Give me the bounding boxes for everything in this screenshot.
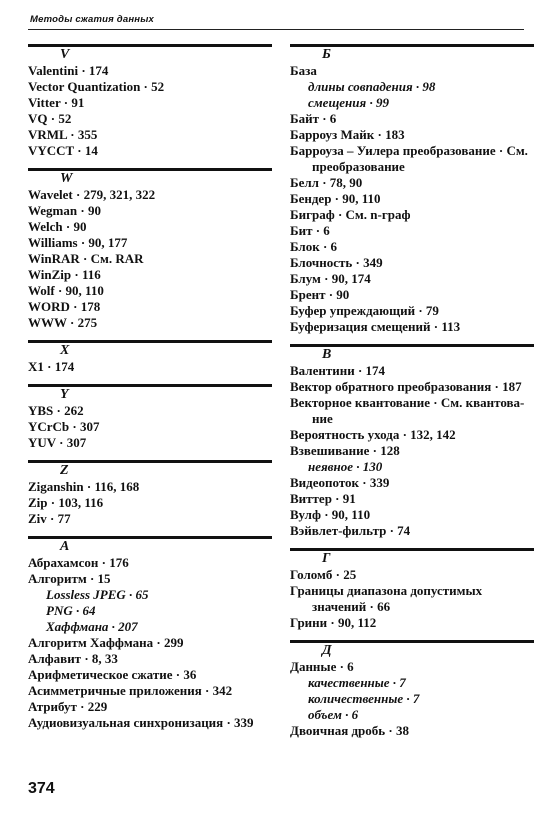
index-entry: Виттер · 91: [290, 491, 356, 506]
index-subentry: смещения · 99: [308, 95, 389, 110]
index-entry-list: [28, 359, 272, 375]
index-entry: Wolf · 90, 110: [28, 283, 104, 298]
index-entry-continuation: значений · 66: [312, 599, 391, 614]
header-rule: [28, 29, 524, 30]
index-entry: WORD · 178: [28, 299, 101, 314]
index-entry-list: [28, 187, 272, 331]
index-entry: WinRAR · См. RAR: [28, 251, 144, 266]
index-section: [290, 344, 534, 539]
index-entry: Вэйвлет-фильтр · 74: [290, 523, 411, 538]
index-section: [28, 168, 272, 331]
index-entry: Valentini · 174: [28, 63, 109, 78]
index-entry: Вулф · 90, 110: [290, 507, 371, 522]
index-entry: Вероятность ухода · 132, 142: [290, 427, 456, 442]
index-entry-list: [28, 555, 272, 731]
section-letter: Д: [322, 643, 332, 658]
index-entry-list: [290, 567, 534, 631]
index-entry: Данные · 6: [290, 659, 354, 674]
index-column-right: [290, 44, 534, 748]
index-entry: YCrCb · 307: [28, 419, 100, 434]
section-letter: Y: [60, 387, 69, 402]
index-section: [290, 44, 534, 335]
index-entry: Биграф · См. n-граф: [290, 207, 411, 222]
index-section: [28, 536, 272, 731]
index-entry: Асимметричные приложения · 342: [28, 683, 233, 698]
index-entry: WinZip · 116: [28, 267, 101, 282]
index-entry: Блок · 6: [290, 239, 338, 254]
index-entry: Вектор обратного преобразования · 187: [290, 379, 522, 394]
index-subentry: качественные · 7: [308, 675, 406, 690]
index-entry: Атрибут · 229: [28, 699, 108, 714]
index-entry: Буферизация смещений · 113: [290, 319, 461, 334]
index-section: [290, 640, 534, 739]
index-section: [28, 44, 272, 159]
index-entry: Векторное квантование · См. квантова-: [290, 395, 525, 410]
index-entry: Голомб · 25: [290, 567, 357, 582]
index-column-left: [28, 44, 272, 740]
index-entry-list: [290, 363, 534, 539]
index-section: [290, 548, 534, 631]
index-section: [28, 340, 272, 375]
index-entry-list: [28, 479, 272, 527]
index-entry: Брент · 90: [290, 287, 350, 302]
index-entry: Взвешивание · 128: [290, 443, 400, 458]
index-entry: Видеопоток · 339: [290, 475, 390, 490]
index-entry: Бендер · 90, 110: [290, 191, 381, 206]
index-entry: База: [290, 63, 317, 78]
index-entry: Грини · 90, 112: [290, 615, 377, 630]
section-letter: V: [60, 47, 70, 62]
index-entry: Барроуза – Уилера преобразование · См.: [290, 143, 528, 158]
index-entry: Welch · 90: [28, 219, 87, 234]
index-entry: Алфавит · 8, 33: [28, 651, 118, 666]
section-letter: В: [322, 347, 332, 362]
index-entry-list: [290, 63, 534, 335]
section-letter: Б: [322, 47, 331, 62]
index-entry: VYCCT · 14: [28, 143, 98, 158]
index-entry: Буфер упреждающий · 79: [290, 303, 439, 318]
index-entry: Vitter · 91: [28, 95, 85, 110]
index-entry: Аудиовизуальная синхронизация · 339: [28, 715, 254, 730]
index-entry: Vector Quantization · 52: [28, 79, 165, 94]
index-entry: Абрахамсон · 176: [28, 555, 129, 570]
section-letter: Z: [60, 463, 69, 478]
page-number: 374: [28, 780, 55, 797]
index-entry: Белл · 78, 90: [290, 175, 363, 190]
index-subentry: Хаффмана · 207: [46, 619, 138, 634]
index-entry: Алгоритм Хаффмана · 299: [28, 635, 184, 650]
section-letter: W: [60, 171, 73, 186]
section-letter: А: [60, 539, 70, 554]
index-entry: Границы диапазона допустимых: [290, 583, 483, 598]
index-entry: X1 · 174: [28, 359, 75, 374]
index-entry: Двоичная дробь · 38: [290, 723, 409, 738]
index-entry: Блочность · 349: [290, 255, 383, 270]
index-entry: Williams · 90, 177: [28, 235, 128, 250]
index-entry: Алгоритм · 15: [28, 571, 111, 586]
index-subentry: объем · 6: [308, 707, 359, 722]
index-entry: VQ · 52: [28, 111, 72, 126]
index-entry: Арифметическое сжатие · 36: [28, 667, 197, 682]
index-entry: Байт · 6: [290, 111, 337, 126]
index-entry: Wavelet · 279, 321, 322: [28, 187, 156, 202]
index-entry: Zip · 103, 116: [28, 495, 104, 510]
index-entry: VRML · 355: [28, 127, 98, 142]
index-entry-continuation: преобразование: [312, 159, 405, 174]
index-section: [28, 384, 272, 451]
index-entry: Wegman · 90: [28, 203, 101, 218]
index-entry: Ziganshin · 116, 168: [28, 479, 140, 494]
running-header: Методы сжатия данных: [30, 14, 155, 25]
index-subentry: PNG · 64: [46, 603, 96, 618]
index-entry: Ziv · 77: [28, 511, 71, 526]
index-entry: YBS · 262: [28, 403, 84, 418]
index-entry-list: [28, 403, 272, 451]
index-entry: WWW · 275: [28, 315, 98, 330]
index-subentry: Lossless JPEG · 65: [46, 587, 149, 602]
section-letter: X: [60, 343, 70, 358]
index-section: [28, 460, 272, 527]
section-letter: Г: [322, 551, 331, 566]
index-entry: Бит · 6: [290, 223, 330, 238]
index-subentry: неявное · 130: [308, 459, 383, 474]
index-entry: Валентини · 174: [290, 363, 386, 378]
index-entry-continuation: ние: [312, 411, 333, 426]
index-entry: YUV · 307: [28, 435, 87, 450]
index-subentry: количественные · 7: [308, 691, 420, 706]
index-entry: Барроуз Майк · 183: [290, 127, 405, 142]
index-entry-list: [290, 659, 534, 739]
index-subentry: длины совпадения · 98: [308, 79, 436, 94]
index-entry-list: [28, 63, 272, 159]
index-entry: Блум · 90, 174: [290, 271, 371, 286]
